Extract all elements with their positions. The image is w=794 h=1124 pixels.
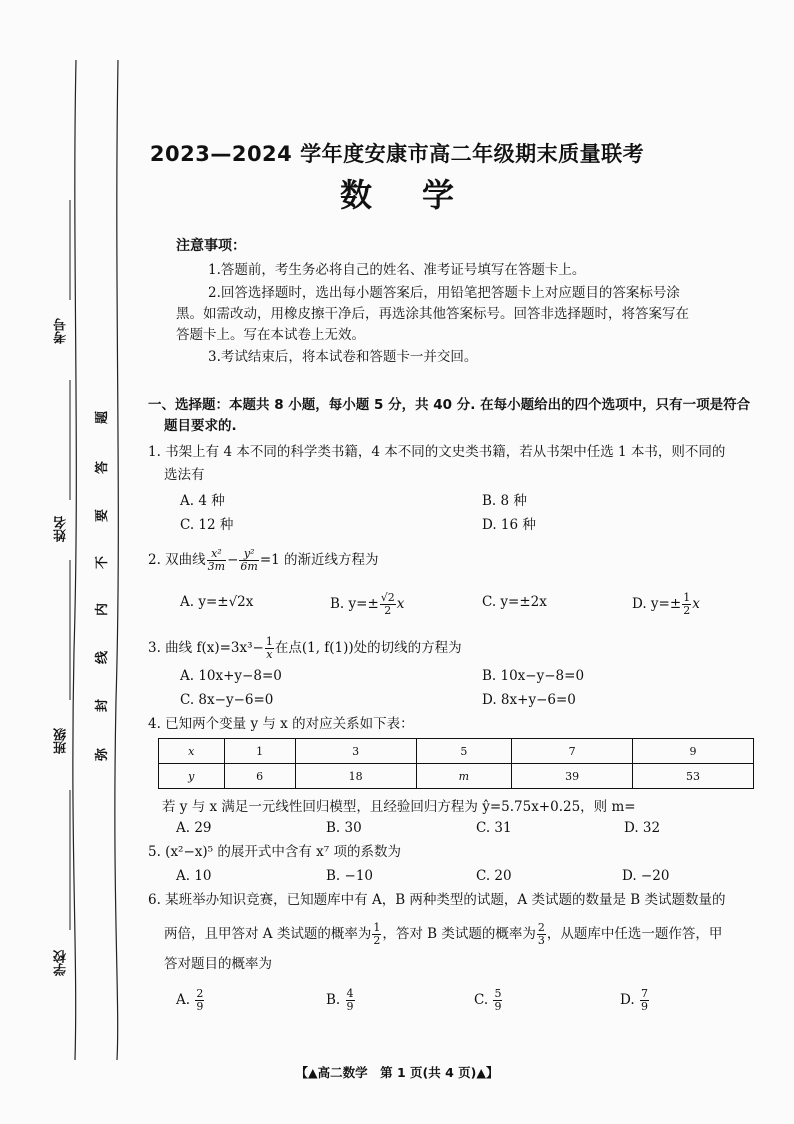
q2-b-post: x <box>396 596 405 612</box>
question-6-stem-cont <box>164 922 722 947</box>
table-cell: 39 <box>512 764 633 789</box>
q2-frac-2 <box>239 548 258 573</box>
seal-char: 题 <box>95 410 111 425</box>
question-4-stem: 4. 已知两个变量 y 与 x 的对应关系如下表： <box>148 716 414 732</box>
table-cell: 5 <box>416 739 512 764</box>
seal-char: 线 <box>95 650 111 665</box>
q6-text: 两倍，且甲答对 A 类试题的概率为 <box>164 926 372 942</box>
q1-option-c: C. 12 种 <box>180 517 234 533</box>
notice-item-3: 3.考试结束后，将本试卷和答题卡一并交回。 <box>208 349 478 365</box>
question-6-stem: 6. 某班举办知识竞赛，已知题库中有 A，B 两种类型的试题，A 类试题的数量是 B 类试题数量的 <box>148 892 726 908</box>
page-footer: 【▲高二数学 第 1 页(共 4 页)▲】 <box>295 1065 499 1080</box>
frac-den: 9 <box>196 1000 204 1013</box>
q6-frac-1 <box>372 922 381 947</box>
q2-suffix: =1 的渐近线方程为 <box>259 552 379 568</box>
section-heading-cont: 题目要求的. <box>164 418 237 434</box>
option-letter: C. <box>474 992 493 1008</box>
seal-char: 弥 <box>95 747 111 762</box>
frac-den: 3m <box>207 560 226 573</box>
seal-char: 要 <box>95 508 111 523</box>
frac-den: 2 <box>373 934 381 947</box>
q4-option-b: B. 30 <box>326 820 362 836</box>
notice-item-1: 1.答题前，考生务必将自己的姓名、准考证号填写在答题卡上。 <box>208 262 586 278</box>
q3-suffix: 在点(1, f(1))处的切线的方程为 <box>274 640 462 656</box>
q6-text: ，答对 B 类试题的概率为 <box>382 926 536 942</box>
q3-option-c: C. 8x−y−6=0 <box>180 692 274 708</box>
frac-num: 2 <box>537 921 545 934</box>
subject-title: 数学 <box>339 176 504 214</box>
question-3-stem <box>148 636 462 661</box>
question-1-stem: 1. 书架上有 4 本不同的科学类书籍，4 本不同的文史类书籍，若从书架中任选 1 本书，则不同的 <box>148 444 726 460</box>
frac-den: 2 <box>384 604 392 617</box>
table-cell: 1 <box>224 739 295 764</box>
q3-option-b: B. 10x−y−8=0 <box>482 668 585 684</box>
question-2-stem <box>148 548 379 573</box>
seal-char: 封 <box>95 698 111 713</box>
frac-num: 1 <box>683 591 691 604</box>
question-1-stem-cont: 选法有 <box>164 467 205 483</box>
table-cell: m <box>416 764 512 789</box>
table-row <box>159 739 754 764</box>
q1-option-a: A. 4 种 <box>180 493 225 509</box>
q6-option-b <box>326 988 356 1013</box>
seal-char: 不 <box>95 555 111 570</box>
frac-num: 1 <box>373 921 381 934</box>
q6-option-d <box>620 988 650 1013</box>
q2-d-frac <box>682 592 691 617</box>
q4-option-a: A. 29 <box>176 820 212 836</box>
q2-b-pre: B. y=± <box>330 596 379 612</box>
q3-prefix: 3. 曲线 f(x)=3x³− <box>148 640 264 656</box>
frac-den: x <box>266 648 273 661</box>
q5-option-c: C. 20 <box>476 868 512 884</box>
exam-title: 2023—2024 学年度安康市高二年级期末质量联考 <box>149 142 645 166</box>
table-cell: 3 <box>295 739 416 764</box>
table-cell: 18 <box>295 764 416 789</box>
q2-option-b <box>330 592 404 617</box>
q3-frac <box>265 636 274 661</box>
q4-option-c: C. 31 <box>476 820 512 836</box>
q5-option-b: B. −10 <box>326 868 373 884</box>
q2-option-c: C. y=±2x <box>482 594 547 610</box>
q3-option-d: D. 8x+y−6=0 <box>482 692 576 708</box>
frac-den: 2 <box>683 604 691 617</box>
question-4-condition: 若 y 与 x 满足一元线性回归模型，且经验回归方程为 ŷ=5.75x+0.25，则 m= <box>162 799 636 815</box>
option-letter: B. <box>326 992 345 1008</box>
q6-a-frac <box>195 988 204 1013</box>
q2-d-post: x <box>692 596 700 612</box>
q2-prefix: 2. 双曲线 <box>148 552 206 568</box>
q2-d-pre: D. y=± <box>632 596 682 612</box>
q5-option-d: D. −20 <box>622 868 670 884</box>
notice-item-2-line-1: 2.回答选择题时，选出每小题答案后，用铅笔把答题卡上对应题目的答案标号涂 <box>208 285 680 301</box>
name-label: 姓名 <box>54 516 69 542</box>
q6-b-frac <box>346 988 355 1013</box>
frac-num: x² <box>207 548 226 561</box>
notice-heading: 注意事项： <box>176 238 246 254</box>
frac-num: 7 <box>640 987 648 1000</box>
exam-number-label: 考号 <box>54 318 69 344</box>
frac-den: 9 <box>640 1000 648 1013</box>
q6-option-a <box>176 988 205 1013</box>
q3-option-a: A. 10x+y−8=0 <box>180 668 282 684</box>
q1-option-d: D. 16 种 <box>482 517 536 533</box>
frac-num: 2 <box>196 987 204 1000</box>
table-cell: y <box>159 764 225 789</box>
frac-num: y² <box>239 548 258 561</box>
option-letter: D. <box>620 992 639 1008</box>
question-5-stem: 5. (x²−x)⁵ 的展开式中含有 x⁷ 项的系数为 <box>148 844 401 860</box>
q2-minus: − <box>227 552 239 568</box>
q6-c-frac <box>493 988 502 1013</box>
frac-den: 9 <box>346 1000 354 1013</box>
class-label: 班级 <box>54 728 69 754</box>
q2-frac-1 <box>207 548 226 573</box>
frac-den: 3 <box>537 934 545 947</box>
table-cell: 9 <box>633 739 754 764</box>
q6-d-frac <box>640 988 649 1013</box>
school-label: 学校 <box>54 950 69 976</box>
q4-option-d: D. 32 <box>624 820 661 836</box>
q1-option-b: B. 8 种 <box>482 493 527 509</box>
table-cell: x <box>159 739 225 764</box>
q6-option-c <box>474 988 503 1013</box>
table-cell: 6 <box>224 764 295 789</box>
frac-num: 4 <box>346 987 354 1000</box>
seal-char: 内 <box>95 602 111 617</box>
notice-item-2-line-3: 答题卡上。写在本试卷上无效。 <box>176 327 365 343</box>
q5-option-a: A. 10 <box>176 868 212 884</box>
data-table <box>158 738 754 789</box>
table-cell: 7 <box>512 739 633 764</box>
section-heading: 一、选择题：本题共 8 小题，每小题 5 分，共 40 分. 在每小题给出的四个选项中，只有一项是符合 <box>148 397 751 413</box>
q6-frac-2 <box>537 922 546 947</box>
q2-option-a: A. y=±√2x <box>180 594 254 610</box>
q6-text: ，从题库中任选一题作答，甲 <box>546 926 723 942</box>
frac-den: 9 <box>494 1000 502 1013</box>
frac-num: √2 <box>380 591 395 604</box>
seal-char: 答 <box>95 460 111 475</box>
frac-num: 5 <box>494 987 502 1000</box>
table-row <box>159 764 754 789</box>
table-cell: 53 <box>633 764 754 789</box>
q2-b-frac <box>380 592 396 617</box>
question-6-stem-end: 答对题目的概率为 <box>164 956 272 972</box>
frac-num: 1 <box>265 635 273 648</box>
option-letter: A. <box>176 992 195 1008</box>
notice-item-2-line-2: 黑。如需改动，用橡皮擦干净后，再选涂其他答案标号。回答非选择题时，将答案写在 <box>176 306 689 322</box>
q2-option-d <box>632 592 700 617</box>
frac-den: 6m <box>240 560 258 573</box>
